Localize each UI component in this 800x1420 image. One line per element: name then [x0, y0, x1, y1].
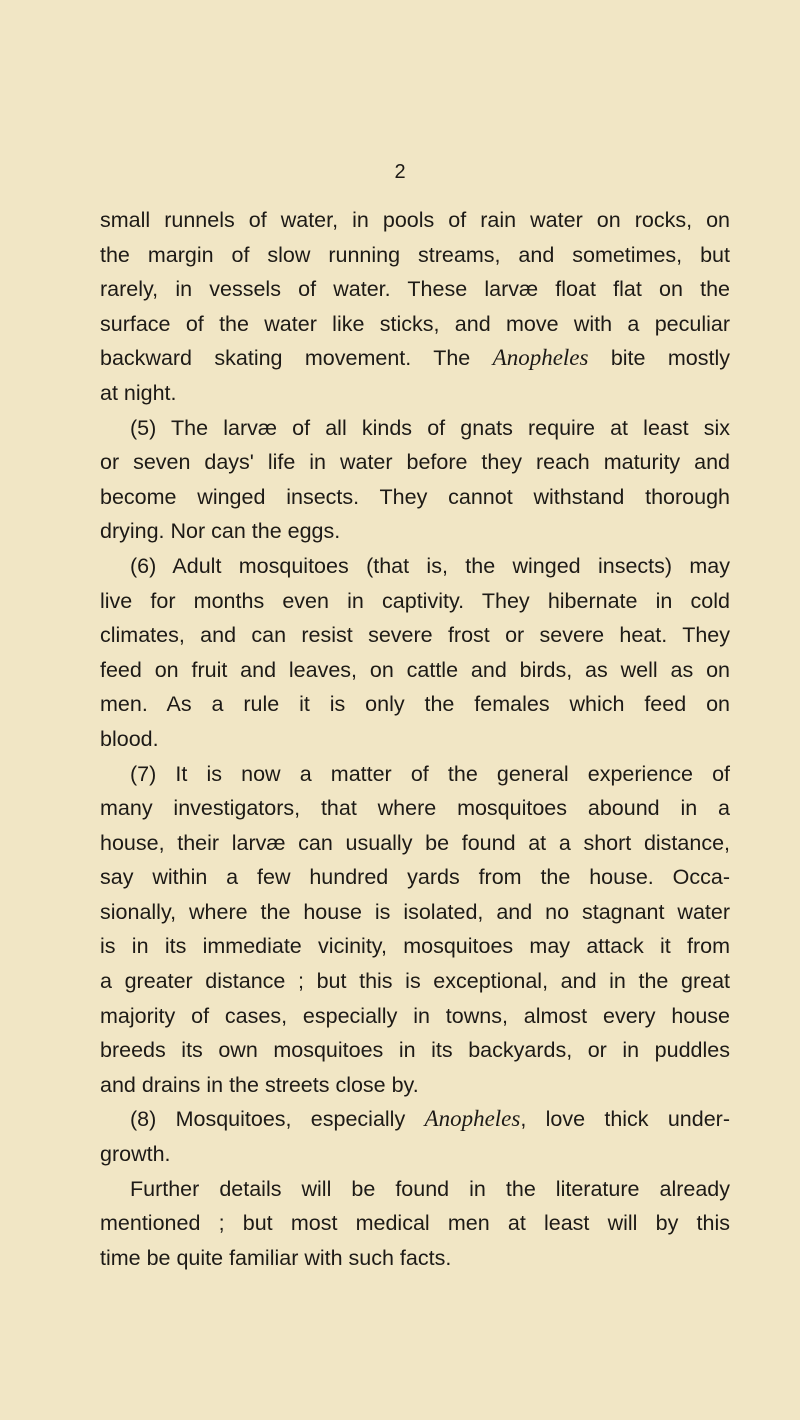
text-line: men. As a rule it is only the females which feed on [100, 692, 730, 717]
text-line: surface of the water like sticks, and move with a peculiar [100, 311, 730, 336]
italic-term: Anopheles [424, 1106, 521, 1132]
text-line: growth. [100, 1142, 171, 1167]
text-line: (6) Adult mosquitoes (that is, the winged insects) may [130, 553, 730, 578]
text-line: (7) It is now a matter of the general experience of [130, 761, 730, 786]
text-line [100, 1102, 730, 1137]
text-line [100, 341, 730, 376]
text-line: or seven days' life in water before they reach maturity and [100, 450, 730, 475]
text-line: drying. Nor can the eggs. [100, 519, 341, 544]
text-line: become winged insects. They cannot withstand thorough [100, 484, 730, 509]
text-line: (5) The larvæ of all kinds of gnats require at least six [130, 415, 730, 440]
text-line: small runnels of water, in pools of rain water on rocks, on [100, 208, 730, 232]
text-line: sionally, where the house is isolated, and no stagnant water [100, 899, 730, 924]
text-line: Further details will be found in the literature already [130, 1176, 730, 1201]
text-line: a greater distance ; but this is exceptional, and in the great [100, 969, 730, 994]
text-segment: backward skating movement. The [100, 346, 493, 371]
text-segment: bite mostly [588, 346, 730, 371]
text-line: the margin of slow running streams, and sometimes, but [100, 242, 730, 267]
text-line: climates, and can resist severe frost or severe heat. They [100, 623, 730, 648]
text-line: at night. [100, 380, 177, 405]
text-line: many investigators, that where mosquitoes abound in a [100, 796, 730, 821]
text-line: blood. [100, 726, 159, 751]
text-line: house, their larvæ can usually be found at a short distance, [100, 830, 730, 855]
text-line: rarely, in vessels of water. These larvæ float flat on the [100, 277, 730, 302]
text-line: breeds its own mosquitoes in its backyards, or in puddles [100, 1038, 730, 1063]
text-line: mentioned ; but most medical men at least will by this [100, 1211, 730, 1236]
text-line: live for months even in captivity. They hibernate in cold [100, 588, 730, 613]
text-line: say within a few hundred yards from the house. Occa- [100, 865, 730, 890]
body-text [100, 203, 730, 1275]
text-line: majority of cases, especially in towns, almost every house [100, 1003, 730, 1028]
text-line: feed on fruit and leaves, on cattle and birds, as well as on [100, 657, 730, 682]
text-segment: (8) Mosquitoes, especially [130, 1107, 425, 1132]
text-line: is in its immediate vicinity, mosquitoes may attack it from [100, 934, 730, 959]
text-line: and drains in the streets close by. [100, 1072, 419, 1097]
italic-term: Anopheles [492, 345, 589, 371]
page-number: 2 [394, 161, 406, 183]
text-line: time be quite familiar with such facts. [100, 1245, 452, 1270]
text-segment: , love thick under- [520, 1107, 730, 1132]
